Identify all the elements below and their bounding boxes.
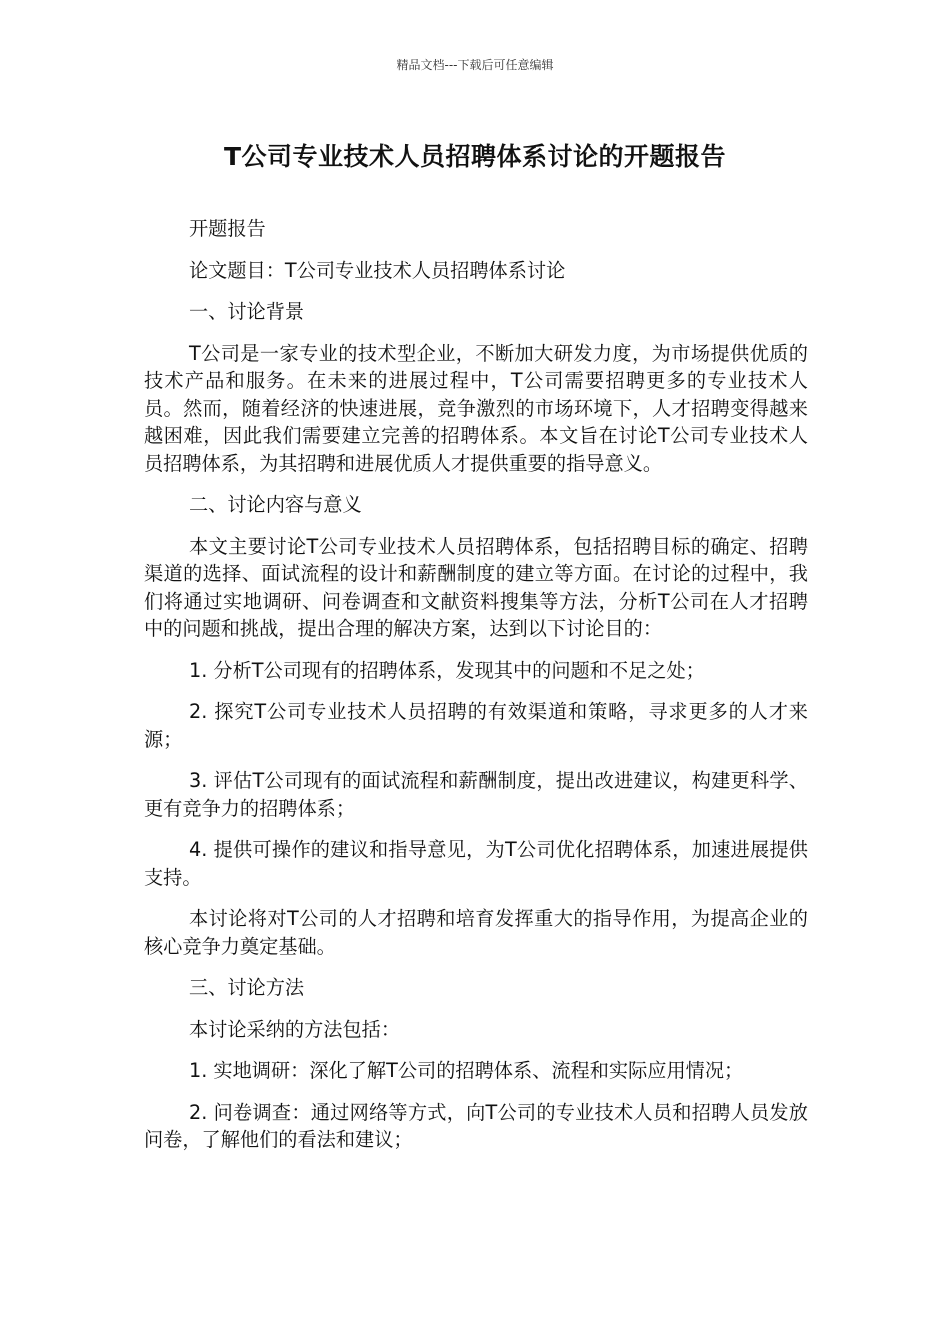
paragraph-background: T公司是一家专业的技术型企业，不断加大研发力度，为市场提供优质的技术产品和服务。在未来的进展过程中，T公司需要招聘更多的专业技术人员。然而，随着经济的快速进展，竞争激烈的市场环境下，人才招聘变得越来越困难，因此我们需要建立完善的招聘体系。本文旨在讨论T公司专业技术人员招聘体系，为其招聘和进展优质人才提供重要的指导意义。 bbox=[144, 341, 808, 475]
list-item-goal-4: 4. 提供可操作的建议和指导意见，为T公司优化招聘体系，加速进展提供支持。 bbox=[144, 838, 808, 889]
header-note: 精品文档---下载后可任意编辑 bbox=[396, 58, 554, 72]
paragraph-significance: 本讨论将对T公司的人才招聘和培育发挥重大的指导作用，为提高企业的核心竞争力奠定基础。 bbox=[144, 907, 808, 958]
section-heading-method: 三、讨论方法 bbox=[189, 976, 305, 999]
section-heading-content: 二、讨论内容与意义 bbox=[189, 493, 362, 516]
list-item-goal-1: 1. 分析T公司现有的招聘体系，发现其中的问题和不足之处； bbox=[189, 658, 705, 682]
list-item-goal-2: 2. 探究T公司专业技术人员招聘的有效渠道和策略，寻求更多的人才来源； bbox=[144, 700, 808, 751]
paragraph-method-intro: 本讨论采纳的方法包括： bbox=[189, 1017, 401, 1041]
document-body bbox=[144, 215, 808, 1168]
paragraph-content: 本文主要讨论T公司专业技术人员招聘体系，包括招聘目标的确定、招聘渠道的选择、面试流程的设计和薪酬制度的建立等方面。在讨论的过程中，我们将通过实地调研、问卷调查和文献资料搜集等方法，分析T公司在人才招聘中的问题和挑战，提出合理的解决方案，达到以下讨论目的： bbox=[144, 534, 808, 640]
document-title: T公司专业技术人员招聘体系讨论的开题报告 bbox=[223, 142, 727, 171]
section-heading-background: 一、讨论背景 bbox=[189, 300, 305, 323]
list-item-method-1: 1. 实地调研：深化了解T公司的招聘体系、流程和实际应用情况； bbox=[189, 1059, 744, 1082]
list-item-goal-3: 3. 评估T公司现有的面试流程和薪酬制度，提出改进建议，构建更科学、更有竞争力的招聘体系； bbox=[144, 769, 808, 820]
paragraph-report-label: 开题报告 bbox=[189, 217, 266, 240]
list-item-method-2: 2. 问卷调查：通过网络等方式，向T公司的专业技术人员和招聘人员发放问卷，了解他们的看法和建议； bbox=[144, 1100, 808, 1151]
paragraph-thesis-title: 论文题目：T公司专业技术人员招聘体系讨论 bbox=[189, 258, 566, 282]
